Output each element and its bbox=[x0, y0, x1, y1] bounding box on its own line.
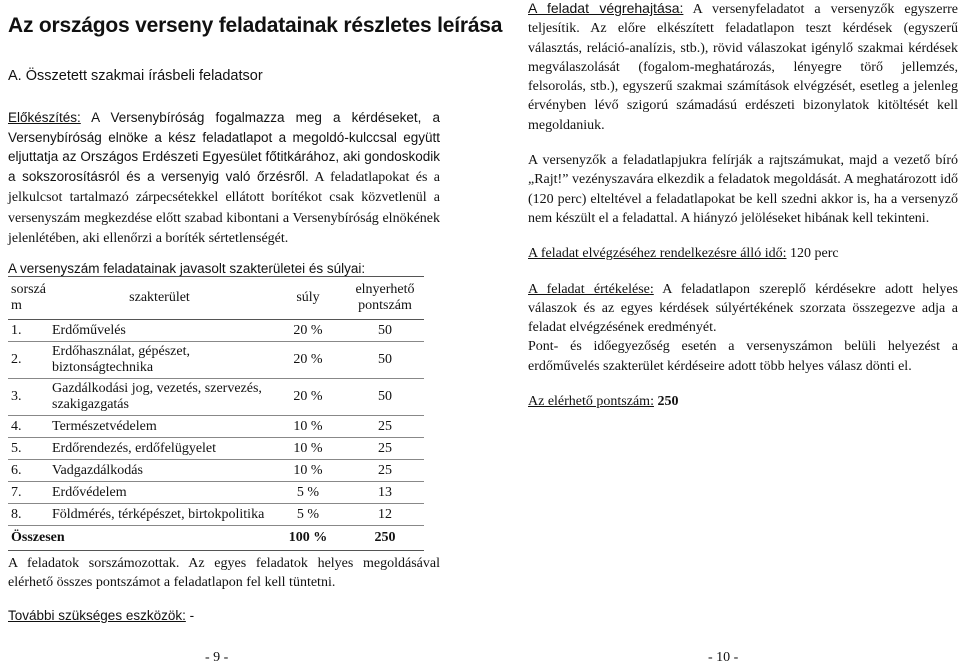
time-label: A feladat elvégzéséhez rendelkezésre álló idő: bbox=[528, 246, 787, 262]
execution-label: A feladat végrehajtása: bbox=[528, 0, 684, 16]
row-points: 50 bbox=[346, 320, 424, 342]
header-number: sorszá m bbox=[8, 277, 49, 320]
max-points-line bbox=[528, 392, 958, 411]
tools-line bbox=[8, 606, 194, 626]
row-points: 50 bbox=[346, 342, 424, 379]
prep-label: Előkészítés: bbox=[8, 110, 81, 125]
evaluation-paragraph bbox=[528, 280, 958, 338]
row-points: 50 bbox=[346, 379, 424, 416]
row-area: Földmérés, térképészet, birtokpolitika bbox=[49, 504, 270, 526]
row-number: 6. bbox=[8, 460, 49, 482]
prep-text: A Versenybíróság fogalmazza meg a kérdéseket, a Versenybíróság elnöke a kész feladatlapot a megoldó-kulccsal együtt eljuttatja az Országos Erdészeti Egyesület főtitkárához, aki gondoskodik a sokszorosításról és a versenyig való őrzésről. bbox=[8, 110, 440, 184]
header-area: szakterület bbox=[49, 277, 270, 320]
tie-paragraph: Pont- és időegyezőség esetén a versenyszámon belüli helyezést a erdőművelés szakterület kérdéseire adott több helyes válasz dönti el. bbox=[528, 339, 958, 374]
time-value: 120 perc bbox=[786, 246, 839, 262]
left-column bbox=[8, 108, 440, 249]
page-number-right: - 10 - bbox=[708, 650, 739, 665]
row-area: Erdőrendezés, erdőfelügyelet bbox=[49, 438, 270, 460]
time-line bbox=[528, 244, 958, 263]
tools-label: További szükséges eszközök: bbox=[8, 608, 186, 623]
row-weight: 10 % bbox=[270, 416, 346, 438]
row-area: Vadgazdálkodás bbox=[49, 460, 270, 482]
table-row bbox=[8, 342, 424, 379]
table-caption: A versenyszám feladatainak javasolt szakterületei és súlyai: bbox=[8, 261, 366, 276]
table-row bbox=[8, 438, 424, 460]
max-points-label: Az elérhető pontszám: bbox=[528, 394, 654, 410]
tools-value: - bbox=[185, 608, 195, 623]
total-points: 250 bbox=[346, 526, 424, 551]
numbering-note: A feladatok sorszámozottak. Az egyes feladatok helyes megoldásával elérhető összes pontszámot a feladatlapon fel kell tüntetni. bbox=[8, 556, 440, 591]
row-weight: 5 % bbox=[270, 504, 346, 526]
row-number: 2. bbox=[8, 342, 49, 379]
table-row bbox=[8, 379, 424, 416]
right-column bbox=[528, 0, 958, 411]
row-weight: 5 % bbox=[270, 482, 346, 504]
row-number: 5. bbox=[8, 438, 49, 460]
total-weight: 100 % bbox=[270, 526, 346, 551]
start-paragraph: A versenyzők a feladatlapjukra felírják a rajtszámukat, majd a vezető bíró „Rajt!” vezényszavára elkezdik a feladatok megoldását. A meghatározott idő (120 perc) elteltével a feladatlapokat be kell szedni akkor is, ha a versenyző nem készült el a feladattal. A hiányzó jelöléseket hibának kell tekinteni. bbox=[528, 153, 958, 226]
execution-paragraph bbox=[528, 0, 958, 135]
header-points: elnyerhető pontszám bbox=[346, 277, 424, 320]
max-points-value: 250 bbox=[653, 394, 679, 410]
execution-text: A versenyfeladatot a versenyzők egyszerre teljesítik. Az előre elkészített feladatlapon teszt kérdések (egyszerű választás, reláció-analízis, stb.), rövid válaszokat igénylő szakmai kérdések megválaszolását (fogalom-meghatározás, lényegre törő jellemzés, felsorolás, stb.), egyszerű szakmai számítások elvégzését, esetleg a jelenleg érvényben lévő szigorú számadású erdészeti bizonylatok kitöltését kell megoldaniuk. bbox=[528, 2, 958, 133]
row-weight: 20 % bbox=[270, 342, 346, 379]
evaluation-label: A feladat értékelése: bbox=[528, 281, 654, 297]
row-points: 25 bbox=[346, 460, 424, 482]
row-weight: 20 % bbox=[270, 379, 346, 416]
table-total-row bbox=[8, 526, 424, 551]
section-heading: A. Összetett szakmai írásbeli feladatsor bbox=[8, 68, 263, 84]
weights-table bbox=[8, 276, 424, 551]
prep-paragraph bbox=[8, 108, 440, 249]
row-points: 12 bbox=[346, 504, 424, 526]
table-row bbox=[8, 460, 424, 482]
header-weight: súly bbox=[270, 277, 346, 320]
row-area: Erdővédelem bbox=[49, 482, 270, 504]
table-row bbox=[8, 504, 424, 526]
row-weight: 10 % bbox=[270, 460, 346, 482]
page-title: Az országos verseny feladatainak részletes leírása bbox=[8, 14, 503, 37]
table-row bbox=[8, 320, 424, 342]
row-number: 4. bbox=[8, 416, 49, 438]
row-area: Erdőhasználat, gépészet, biztonságtechnika bbox=[49, 342, 270, 379]
row-area: Gazdálkodási jog, vezetés, szervezés, szakigazgatás bbox=[49, 379, 270, 416]
total-label: Összesen bbox=[8, 526, 270, 551]
row-points: 13 bbox=[346, 482, 424, 504]
row-points: 25 bbox=[346, 416, 424, 438]
table-row bbox=[8, 416, 424, 438]
table-row bbox=[8, 482, 424, 504]
evaluation-text: A feladatlapon szereplő kérdésekre adott helyes válaszok és az egyes kérdések súlyértékének szorzata összegezve adja a feladat elvégzésének eredményét. bbox=[528, 281, 958, 336]
row-weight: 10 % bbox=[270, 438, 346, 460]
row-area: Természetvédelem bbox=[49, 416, 270, 438]
row-weight: 20 % bbox=[270, 320, 346, 342]
prep-text-2: A feladatlapokat és a jelkulcsot tartalmazó zárpecsétekkel ellátott borítékot csak közvetlenül a versenyszám megkezdése előtt szabad kibontani a Versenybíróság elnökének jelenlétében, aki ellenőrzi a boríték sértetlenségét. bbox=[8, 169, 441, 246]
row-number: 8. bbox=[8, 504, 49, 526]
row-area: Erdőművelés bbox=[49, 320, 270, 342]
table-header-row bbox=[8, 277, 424, 320]
row-number: 1. bbox=[8, 320, 49, 342]
row-number: 3. bbox=[8, 379, 49, 416]
page-number-left: - 9 - bbox=[205, 650, 229, 665]
row-points: 25 bbox=[346, 438, 424, 460]
row-number: 7. bbox=[8, 482, 49, 504]
